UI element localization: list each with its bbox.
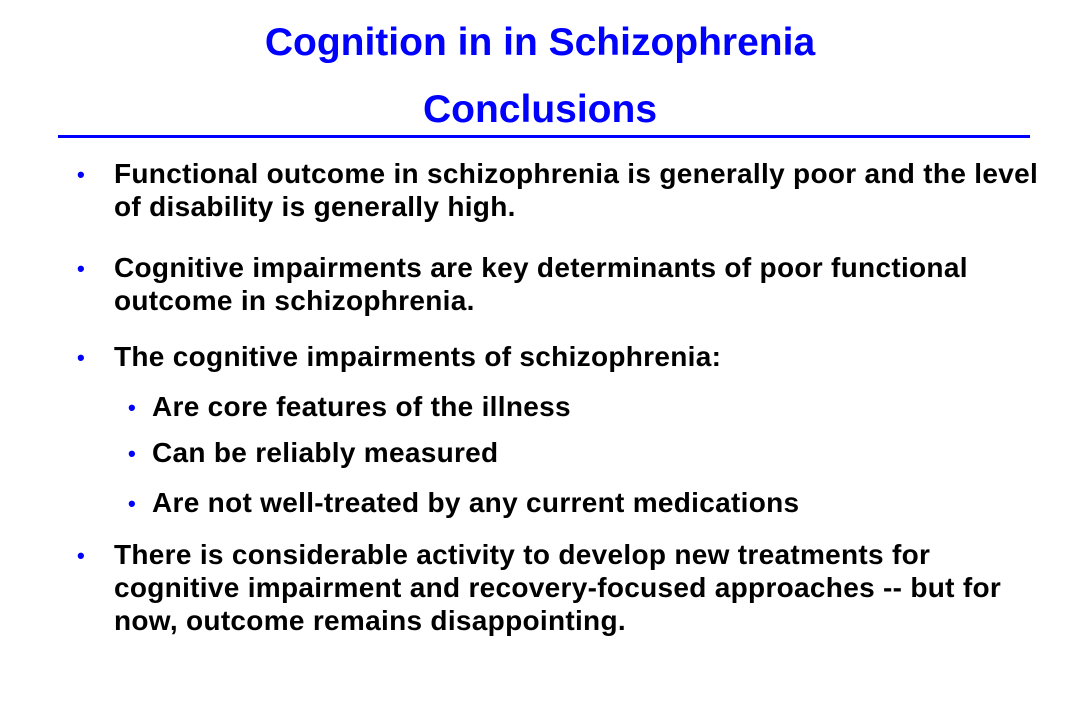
bullet-icon: • — [77, 162, 85, 187]
bullet-icon: • — [77, 543, 85, 568]
sub-bullet-icon: • — [128, 491, 136, 516]
bullet-item-cognitive-impairments: The cognitive impairments of schizophrenia: — [114, 341, 722, 372]
bullet-item-new-treatments: There is considerable activity to develop new treatments for cognitive impairment and recovery-focused approaches -- but for now, outcome remains disappointing. — [114, 539, 1002, 636]
sub-bullet-item-core-features: Are core features of the illness — [152, 391, 571, 422]
bullet-item-functional-outcome: Functional outcome in schizophrenia is generally poor and the level of disability is generally high. — [114, 158, 1039, 222]
sub-bullet-item-not-well-treated: Are not well-treated by any current medications — [152, 487, 800, 518]
slide-title-line-1: Cognition in in Schizophrenia — [264, 21, 816, 64]
slide-title-line-2: Conclusions — [422, 88, 658, 131]
sub-bullet-icon: • — [128, 395, 136, 420]
sub-bullet-item-reliably-measured: Can be reliably measured — [152, 437, 499, 468]
bullet-icon: • — [77, 256, 85, 281]
bullet-item-cognitive-determinants: Cognitive impairments are key determinants of poor functional outcome in schizophrenia. — [114, 252, 968, 316]
sub-bullet-icon: • — [128, 441, 136, 466]
title-divider — [58, 135, 1030, 138]
bullet-icon: • — [77, 345, 85, 370]
